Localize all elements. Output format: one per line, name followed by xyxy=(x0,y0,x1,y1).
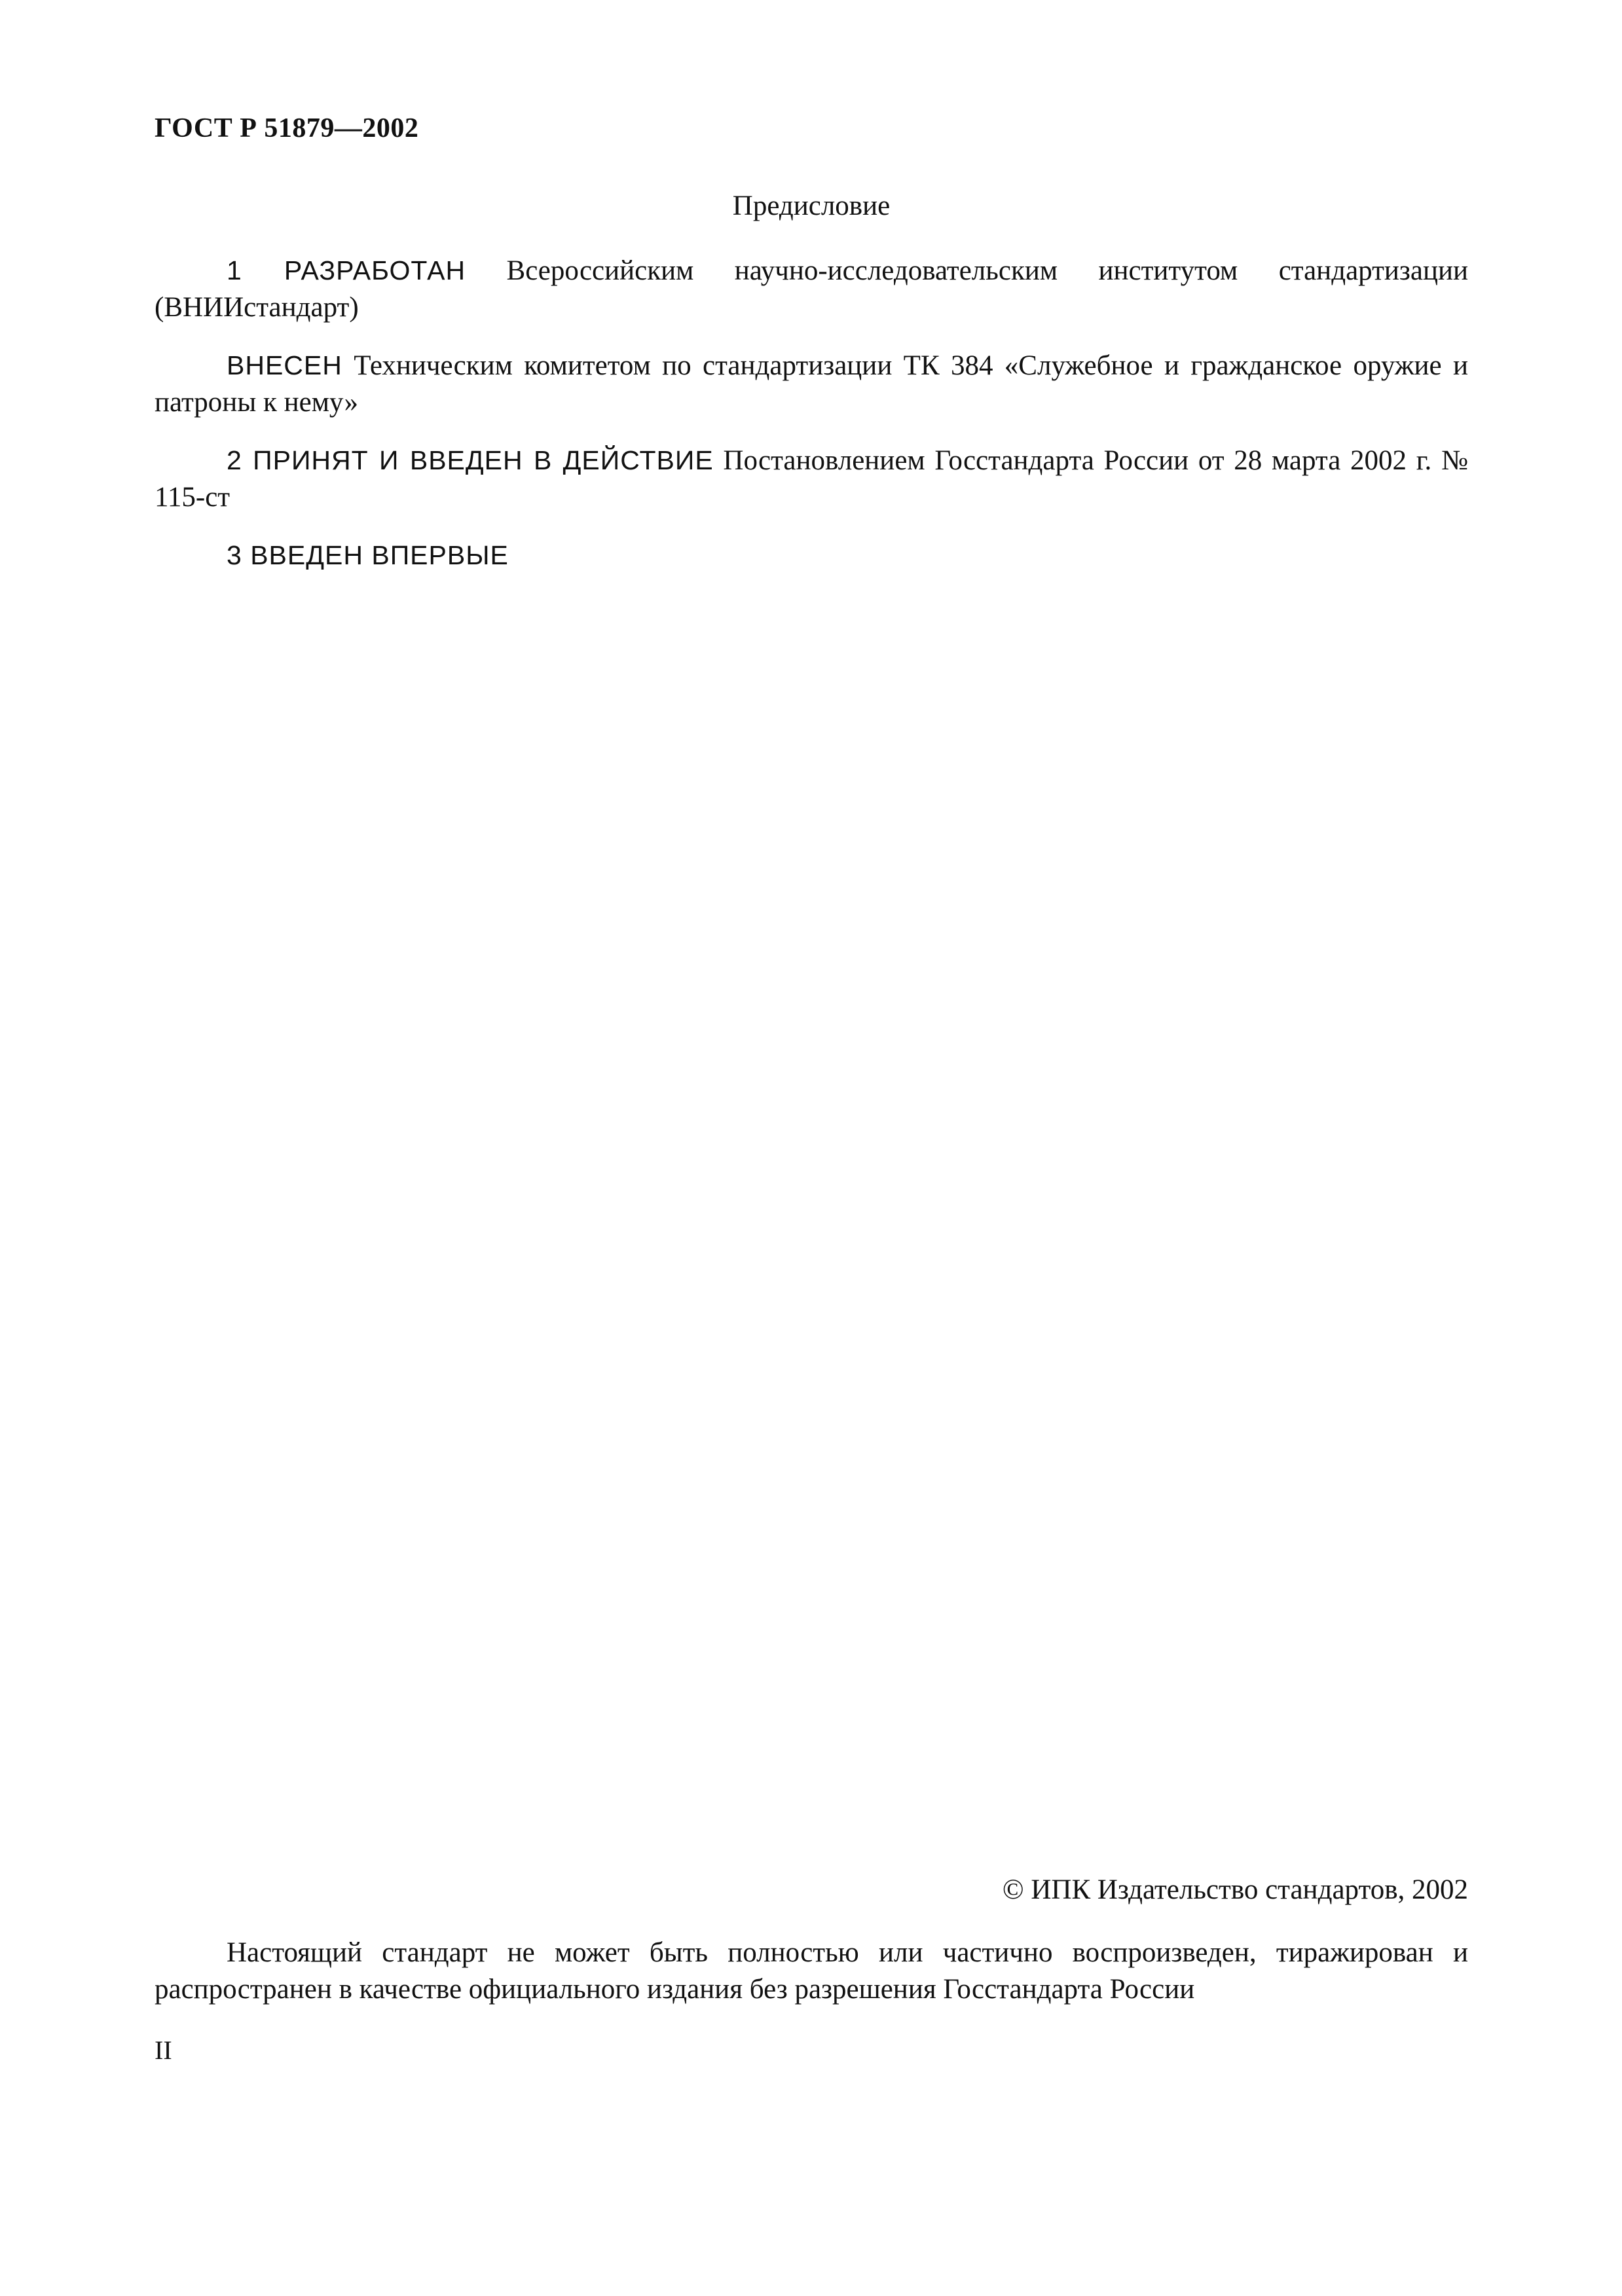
foreword-heading: Предисловие xyxy=(732,191,891,221)
foreword-item-adopted xyxy=(155,442,1468,516)
foreword-item-introduced xyxy=(155,347,1468,421)
reproduction-notice: Настоящий стандарт не может быть полностью или частично воспроизведен, тиражирован и распространен в качестве официального издания без разрешения Госстандарта России xyxy=(155,1937,1468,2005)
document-code: ГОСТ Р 51879—2002 xyxy=(155,113,419,143)
foreword-item-developed xyxy=(155,252,1468,326)
item-text: Постановлением Госстандарта России от 28 марта 2002 г. № 115-ст xyxy=(155,445,1468,513)
item-label: 3 ВВЕДЕН ВПЕРВЫЕ xyxy=(227,540,509,570)
item-label: 1 РАЗРАБОТАН xyxy=(227,255,466,285)
item-text: Техническим комитетом по стандартизации ТК 384 «Служебное и гражданское оружие и патроны к нему» xyxy=(155,350,1468,418)
item-label: ВНЕСЕН xyxy=(227,350,342,380)
foreword-item-first-introduced xyxy=(155,537,1468,574)
item-label: 2 ПРИНЯТ И ВВЕДЕН В ДЕЙСТВИЕ xyxy=(227,445,714,475)
item-text: Всероссийским научно-исследовательским институтом стандартизации (ВНИИстандарт) xyxy=(155,255,1469,323)
copyright-line: © ИПК Издательство стандартов, 2002 xyxy=(1002,1874,1468,1905)
page-number: II xyxy=(155,2035,172,2065)
